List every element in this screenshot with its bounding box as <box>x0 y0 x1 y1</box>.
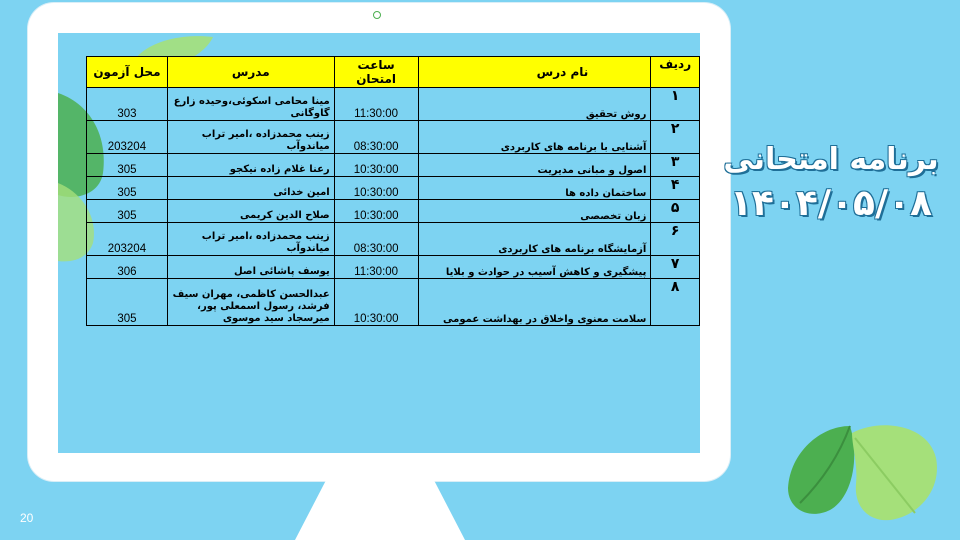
exam-room: 305 <box>87 200 168 223</box>
row-number: ۴ <box>651 177 700 200</box>
course-name: پیشگیری و کاهش آسیب در حوادث و بلایا <box>418 256 651 279</box>
teacher-name: عبدالحسن کاظمی، مهران سیف فرشد، رسول اسمعلی پور، میرسجاد سید موسوی <box>167 279 334 326</box>
course-name: روش تحقیق <box>418 88 651 121</box>
row-number: ۶ <box>651 223 700 256</box>
course-name: اصول و مبانی مدیریت <box>418 154 651 177</box>
table-row <box>87 177 700 200</box>
teacher-name: صلاح الدین کریمی <box>167 200 334 223</box>
row-number: ۷ <box>651 256 700 279</box>
exam-room: 306 <box>87 256 168 279</box>
exam-time: 10:30:00 <box>334 154 418 177</box>
exam-room: 305 <box>87 279 168 326</box>
exam-room: 305 <box>87 154 168 177</box>
row-number: ۵ <box>651 200 700 223</box>
row-number: ۱ <box>651 88 700 121</box>
exam-time: 10:30:00 <box>334 177 418 200</box>
course-name: ساختمان داده ها <box>418 177 651 200</box>
course-name: زبان تخصصی <box>418 200 651 223</box>
exam-room: 303 <box>87 88 168 121</box>
exam-room: 203204 <box>87 223 168 256</box>
table-row <box>87 200 700 223</box>
table-row <box>87 88 700 121</box>
table-header-row <box>87 57 700 88</box>
row-number: ۳ <box>651 154 700 177</box>
slide-date: ۱۴۰۴/۰۵/۰۸ <box>729 183 933 224</box>
table-row <box>87 223 700 256</box>
exam-time: 08:30:00 <box>334 121 418 154</box>
row-number: ۸ <box>651 279 700 326</box>
monitor-frame <box>28 3 730 481</box>
teacher-name: زینب محمدزاده ،امیر تراب میاندوآب <box>167 121 334 154</box>
header-teacher: مدرس <box>167 57 334 88</box>
table-row <box>87 121 700 154</box>
teacher-name: رعنا غلام زاده نیکجو <box>167 154 334 177</box>
table-row <box>87 154 700 177</box>
course-name: آشنایی با برنامه های کاربردی <box>418 121 651 154</box>
slide-title-block <box>716 138 946 226</box>
teacher-name: مینا محامی اسکوئی،وحیده زارع گاوگانی <box>167 88 334 121</box>
monitor-stand-neck <box>295 481 465 540</box>
header-exam-time: ساعت امتحان <box>334 57 418 88</box>
course-name: سلامت معنوی واخلاق در بهداشت عمومی <box>418 279 651 326</box>
exam-time: 11:30:00 <box>334 256 418 279</box>
teacher-name: امین خدائی <box>167 177 334 200</box>
exam-time: 08:30:00 <box>334 223 418 256</box>
monitor-screen <box>58 33 700 453</box>
table-row <box>87 256 700 279</box>
exam-room: 203204 <box>87 121 168 154</box>
slide-title: برنامه امتحانی <box>723 142 939 177</box>
leaf-decoration-large <box>780 418 940 528</box>
header-row-number: ردیف <box>651 57 700 88</box>
exam-time: 11:30:00 <box>334 88 418 121</box>
exam-time: 10:30:00 <box>334 279 418 326</box>
exam-time: 10:30:00 <box>334 200 418 223</box>
teacher-name: زینب محمدزاده ،امیر تراب میاندوآب <box>167 223 334 256</box>
exam-schedule-table <box>86 56 700 326</box>
course-name: آزمایشگاه برنامه های کاربردی <box>418 223 651 256</box>
teacher-name: یوسف پاشائی اصل <box>167 256 334 279</box>
exam-room: 305 <box>87 177 168 200</box>
table-row <box>87 279 700 326</box>
header-course: نام درس <box>418 57 651 88</box>
page-number: 20 <box>20 511 34 525</box>
camera-dot-icon <box>373 11 381 19</box>
header-room: محل آزمون <box>87 57 168 88</box>
row-number: ۲ <box>651 121 700 154</box>
